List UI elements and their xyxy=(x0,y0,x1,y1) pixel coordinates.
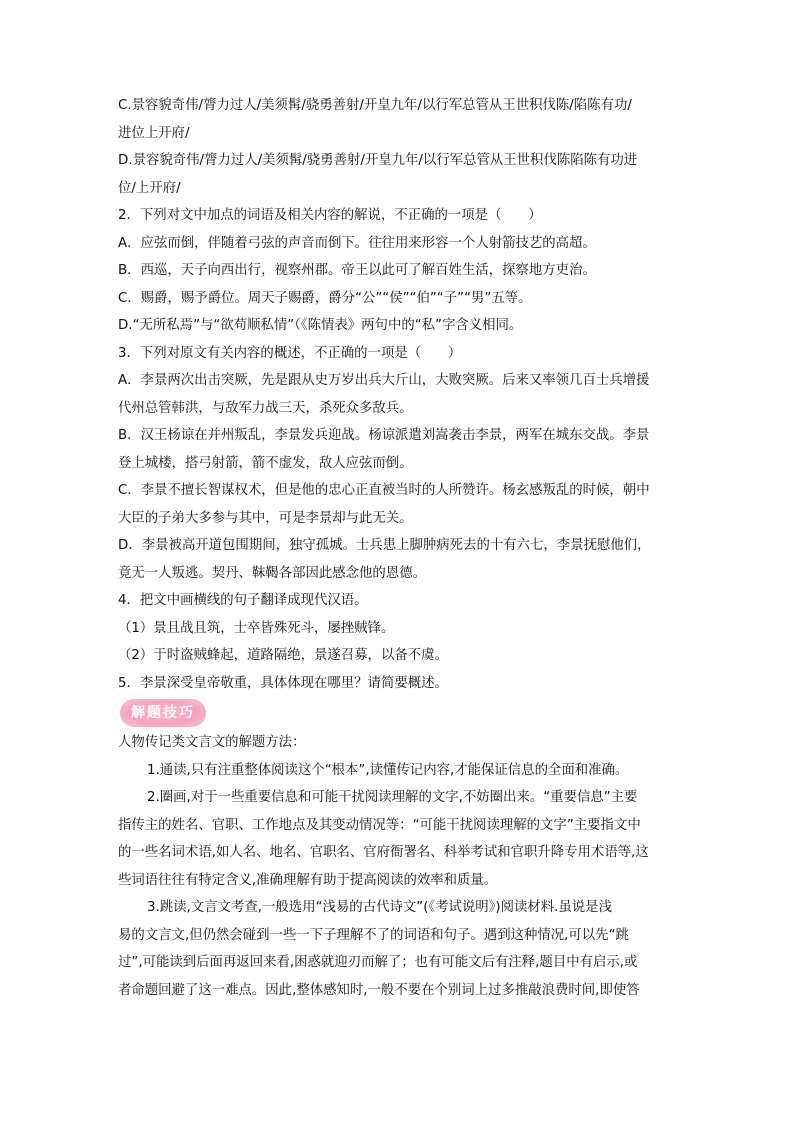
q3-option-d-line2: 竟无一人叛逃。契丹、靺鞨各部因此感念他的恩德。 xyxy=(118,565,426,581)
q3-option-c-line2: 大臣的子弟大多参与其中，可是李景却与此无关。 xyxy=(118,510,413,526)
tips-point-3-line2: 易的文言文,但仍然会碰到一些一下子理解不了的词语和句子。遇到这种情况,可以先“跳 xyxy=(118,927,629,943)
q2-option-a: A．应弦而倒，伴随着弓弦的声音而倒下。往往用来形容一个人射箭技艺的高超。 xyxy=(118,235,596,251)
tips-point-3-line3: 过”,可能读到后面再返回来看,困惑就迎刃而解了；也有可能文后有注释,题目中有启示,或 xyxy=(118,955,638,970)
tips-point-2-line3: 的一些名词术语,如人名、地名、官职名、官府衙署名、科举考试和官职升降专用术语等,这 xyxy=(118,845,649,860)
q2-option-b: B．西巡，天子向西出行，视察州郡。帝王以此可了解百姓生活，探察地方吏治。 xyxy=(118,263,596,278)
q3-option-d-line1: D．李景被高开道包围期间，独守孤城。士兵患上脚肿病死去的十有六七，李景抚慰他们， xyxy=(118,538,651,553)
q3-stem: 3．下列对原文有关内容的概述，不正确的一项是（ ） xyxy=(118,345,462,361)
q3-option-a-line2: 代州总管韩洪，与敌军力战三天，杀死众多敌兵。 xyxy=(118,400,413,416)
tips-point-3-line1: 3.跳读,文言文考查,一般选用“浅易的古代诗文”(《考试说明》)阅读材料.虽说是浅 xyxy=(147,900,612,915)
q4-stem: 4．把文中画横线的句子翻译成现代汉语。 xyxy=(118,593,368,608)
tips-intro: 人物传记类文言文的解题方法： xyxy=(118,735,306,750)
q3-option-b-line1: B．汉王杨谅在并州叛乱，李景发兵迎战。杨谅派遣刘嵩袭击李景，两军在城东交战。李景 xyxy=(118,428,650,443)
q2-option-d: D.“无所私焉”与“欲苟顺私情”（《陈情表》两句中的“私”字含义相同。 xyxy=(118,318,523,333)
q3-option-c-line1: C．李景不擅长智谋权术，但是他的忠心正直被当时的人所赞许。杨玄感叛乱的时候，朝中 xyxy=(118,483,650,498)
tips-section xyxy=(118,729,678,1004)
tips-point-1: 1.通读,只有注重整体阅读这个“根本”,读懂传记内容,才能保证信息的全面和准确。 xyxy=(147,762,629,778)
q4-sentence-2: （2）于时盗贼蜂起，道路隔绝，景遂召募，以备不虞。 xyxy=(118,648,448,663)
tips-point-2-line2: 指传主的姓名、官职、工作地点及其变动情况等：“可能干扰阅读理解的文字”主要指文中 xyxy=(118,817,641,833)
q5-stem: 5．李景深受皇帝敬重，具体体现在哪里？请简要概述。 xyxy=(118,675,448,691)
document-page xyxy=(118,92,678,1004)
q3-option-a-line1: A．李景两次出击突厥，先是跟从史万岁出兵大斤山，大败突厥。后来又率领几百士兵增援 xyxy=(118,373,650,388)
tips-point-3-line4: 者命题回避了这一难点。因此,整体感知时,一般不要在个别词上过多推敲浪费时间,即使答 xyxy=(118,982,640,998)
tips-badge: 解题技巧 xyxy=(120,699,206,727)
q3-option-b-line2: 登上城楼，搭弓射箭，箭不虚发，敌人应弦而倒。 xyxy=(118,455,413,471)
q2-option-c: C．赐爵，赐予爵位。周天子赐爵，爵分“公”“侯”“伯”“子”“男”五等。 xyxy=(118,290,532,306)
tips-point-2-line4: 些词语往往有特定含义,准确理解有助于提高阅读的效率和质量。 xyxy=(118,872,498,888)
q1-option-d-line1: D.景容貌奇伟/膂力过人/美须髯/骁勇善射/开皇九年/以行军总管从王世积伐陈陷陈有功进 xyxy=(118,153,638,168)
q2-stem: 2．下列对文中加点的词语及相关内容的解说，不正确的一项是（ ） xyxy=(118,208,542,223)
tips-point-2-line1: 2.圈画,对于一些重要信息和可能干扰阅读理解的文字,不妨圈出来。“重要信息”主要 xyxy=(147,790,638,805)
q4-sentence-1: （1）景且战且筑，士卒皆殊死斗，屡挫贼锋。 xyxy=(118,620,395,636)
q1-option-c-line1: C.景容貌奇伟/膂力过人/美须髯/骁勇善射/开皇九年/以行军总管从王世积伐陈/陷陈有功/ xyxy=(118,98,632,113)
q1-option-c-line2: 进位上开府/ xyxy=(118,125,190,141)
q1-option-d-line2: 位/上开府/ xyxy=(118,180,181,196)
tips-badge-row xyxy=(118,697,678,729)
